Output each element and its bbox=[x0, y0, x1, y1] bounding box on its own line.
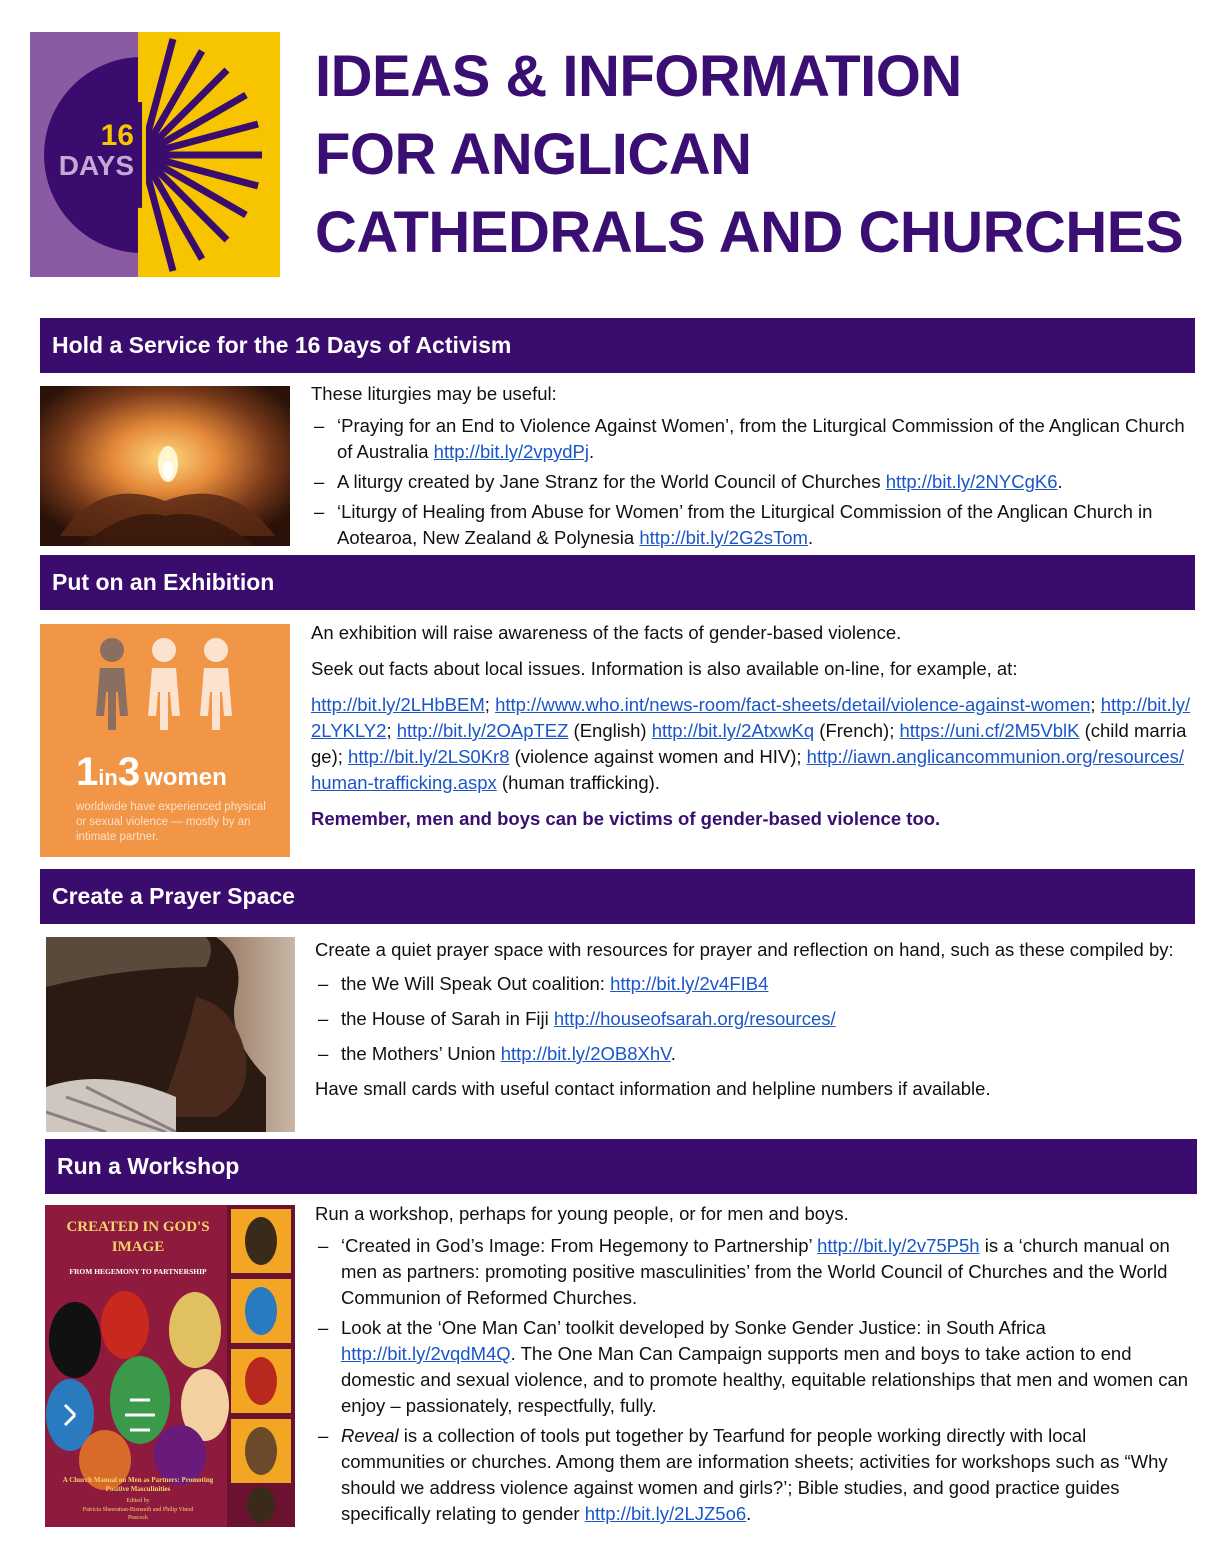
one-in-three-infographic bbox=[40, 624, 290, 857]
list-item-text: the Mothers’ Union bbox=[341, 1043, 501, 1064]
workshop-link-reveal[interactable]: http://bit.ly/2LJZ5o6 bbox=[584, 1503, 747, 1524]
book-tagline: A Church Manual on Men as Partners: Promoting Positive Masculinities bbox=[62, 1476, 214, 1493]
fact-link-3[interactable]: http://bit.ly/2LYKLY2 bbox=[311, 694, 1191, 741]
list-item bbox=[315, 1315, 1195, 1419]
list-item-text: Look at the ‘One Man Can’ toolkit developed by Sonke Gender Justice: in South Africa bbox=[341, 1317, 1046, 1338]
list-item bbox=[311, 499, 1191, 551]
list-item-emphasis: Reveal bbox=[341, 1425, 399, 1446]
resource-link-mothers-union[interactable]: http://bit.ly/2OB8XhV bbox=[500, 1043, 671, 1064]
title-line-2: FOR ANGLICAN bbox=[315, 122, 752, 187]
link-label: (violence against women and HIV); bbox=[509, 746, 807, 767]
list-item bbox=[315, 971, 1195, 997]
resource-link-wwso[interactable]: http://bit.ly/2v4FIB4 bbox=[610, 973, 769, 994]
fact-link-child-marriage[interactable]: https://uni.cf/2M5VblK bbox=[899, 720, 1080, 741]
list-item bbox=[315, 1006, 1195, 1032]
link-label: (English) bbox=[568, 720, 652, 741]
list-item-text: the We Will Speak Out coalition: bbox=[341, 973, 611, 994]
fact-link-french[interactable]: http://bit.ly/2AtxwKq bbox=[651, 720, 815, 741]
list-item-text: A liturgy created by Jane Stranz for the World Council of Churches bbox=[337, 471, 886, 492]
list-item-text: is a collection of tools put together by Tearfund for people working directly with local communities or churches. Among them are information sheets; activities for workshops such as “Why should we address violence against women and girls?’; Bible studies, and good practice guides specifically relating to gender bbox=[341, 1425, 1168, 1524]
logo-word: DAYS bbox=[58, 150, 134, 181]
link-label: (French); bbox=[814, 720, 900, 741]
list-item bbox=[315, 1233, 1195, 1311]
list-item-punct: . bbox=[746, 1503, 752, 1524]
list-item-punct: . bbox=[807, 527, 814, 548]
woman-figure-icon bbox=[96, 638, 128, 730]
workshop-intro: Run a workshop, perhaps for young people, or for men and boys. bbox=[315, 1203, 849, 1224]
prayer-outro: Have small cards with useful contact information and helpline numbers if available. bbox=[315, 1078, 991, 1099]
link-label: (human trafficking). bbox=[496, 772, 660, 793]
liturgy-link-aotearoa[interactable]: http://bit.ly/2G2sTom bbox=[639, 527, 808, 548]
section-heading-prayer-label: Create a Prayer Space bbox=[52, 883, 295, 909]
book-subtitle: FROM HEGEMONY TO PARTNERSHIP bbox=[69, 1267, 207, 1276]
list-item-text: is a ‘church manual on men as partners: promoting positive masculinities’ from the World Council of Churches and the World Communion of Reformed Churches. bbox=[341, 1235, 1170, 1308]
section-heading-service bbox=[40, 318, 1195, 373]
section-heading-workshop bbox=[45, 1139, 1197, 1194]
section-heading-exhibition bbox=[40, 555, 1195, 610]
title-line-3: CATHEDRALS AND CHURCHES bbox=[315, 200, 1184, 265]
service-intro: These liturgies may be useful: bbox=[311, 383, 557, 404]
section-heading-prayer bbox=[40, 869, 1195, 924]
exhibition-content bbox=[311, 620, 1191, 838]
service-liturgy-list bbox=[311, 413, 1191, 551]
section-heading-workshop-label: Run a Workshop bbox=[57, 1153, 240, 1179]
list-item bbox=[315, 1041, 1195, 1067]
fact-link-hiv[interactable]: http://bit.ly/2LS0Kr8 bbox=[348, 746, 510, 767]
list-item-text: the House of Sarah in Fiji bbox=[341, 1008, 554, 1029]
exhibition-p1: An exhibition will raise awareness of the facts of gender-based violence. bbox=[311, 622, 902, 643]
stat-caption: worldwide have experienced physical or sexual violence — mostly by an intimate partner. bbox=[76, 801, 266, 843]
list-item-text: ‘Liturgy of Healing from Abuse for Women’ from the Liturgical Commission of the Anglican Church in Aotearoa, New Zealand & Polynesia bbox=[337, 501, 1153, 548]
stat-women: women bbox=[144, 764, 227, 791]
woman-figure-icon bbox=[148, 638, 180, 730]
workshop-resource-list bbox=[315, 1233, 1195, 1527]
list-item-text: ‘Praying for an End to Violence Against Women’, from the Liturgical Commission of the Anglican Church of Australia bbox=[337, 415, 1185, 462]
prayer-resource-list bbox=[315, 971, 1195, 1067]
section-heading-service-label: Hold a Service for the 16 Days of Activism bbox=[52, 332, 512, 358]
link-label: (child marriage); bbox=[311, 720, 1187, 767]
stat-headline bbox=[76, 750, 227, 795]
exhibition-note: Remember, men and boys can be victims of gender-based violence too. bbox=[311, 808, 941, 829]
prayer-content bbox=[315, 937, 1195, 1108]
logo-number: 16 bbox=[100, 119, 134, 152]
book-editors: Patricia Sheerattan-Bisnauth and Philip Vinod Peacock bbox=[82, 1507, 194, 1521]
woman-figure-icon bbox=[200, 638, 232, 730]
sixteen-days-logo bbox=[30, 32, 280, 277]
list-item-punct: . bbox=[670, 1043, 676, 1064]
fact-link-english[interactable]: http://bit.ly/2OApTEZ bbox=[396, 720, 569, 741]
section-heading-exhibition-label: Put on an Exhibition bbox=[52, 569, 275, 595]
prayer-intro: Create a quiet prayer space with resources for prayer and reflection on hand, such as these compiled by: bbox=[315, 939, 1174, 960]
liturgy-link-wcc[interactable]: http://bit.ly/2NYCgK6 bbox=[885, 471, 1058, 492]
list-item-text: ‘Created in God’s Image: From Hegemony to Partnership’ bbox=[341, 1235, 818, 1256]
list-item bbox=[311, 469, 1191, 495]
list-item-text: . The One Man Can Campaign supports men and boys to take action to end domestic and sexual violence, and to promote healthy, equitable relationships that men and women can enjoy – passionately, respectfully, fully. bbox=[341, 1343, 1189, 1416]
workshop-link-one-man-can[interactable]: http://bit.ly/2vqdM4Q bbox=[341, 1343, 511, 1364]
praying-woman-photo bbox=[46, 937, 295, 1132]
stat-three: 3 bbox=[117, 750, 141, 794]
fact-link-trafficking[interactable]: http://iawn.anglicancommunion.org/resources/human-trafficking.aspx bbox=[311, 746, 1185, 793]
fact-link-who[interactable]: http://www.who.int/news-room/fact-sheets/detail/violence-against-women bbox=[495, 694, 1091, 715]
book-title: CREATED IN GOD'S IMAGE bbox=[66, 1219, 210, 1255]
book-cover-created-in-gods-image bbox=[45, 1205, 295, 1527]
exhibition-p2: Seek out facts about local issues. Information is also available on-line, for example, at: bbox=[311, 658, 1018, 679]
workshop-link-gods-image[interactable]: http://bit.ly/2v75P5h bbox=[817, 1235, 980, 1256]
fact-link-1[interactable]: http://bit.ly/2LHbBEM bbox=[311, 694, 485, 715]
liturgy-link-australia[interactable]: http://bit.ly/2vpydPj bbox=[433, 441, 589, 462]
workshop-content bbox=[315, 1201, 1195, 1531]
list-item-punct: . bbox=[1057, 471, 1063, 492]
stat-one: 1 bbox=[76, 750, 99, 794]
link-separator: ; bbox=[484, 694, 496, 715]
link-separator: ; bbox=[1090, 694, 1101, 715]
page-title bbox=[315, 38, 1205, 272]
service-content bbox=[311, 381, 1191, 555]
resource-link-house-of-sarah[interactable]: http://houseofsarah.org/resources/ bbox=[553, 1008, 836, 1029]
candle-hands-photo bbox=[40, 386, 290, 546]
stat-in: in bbox=[98, 765, 118, 790]
exhibition-links bbox=[311, 692, 1191, 796]
list-item-punct: . bbox=[588, 441, 595, 462]
link-separator: ; bbox=[386, 720, 397, 741]
list-item bbox=[315, 1423, 1195, 1527]
book-edited-by: Edited by bbox=[126, 1498, 150, 1504]
list-item bbox=[311, 413, 1191, 465]
title-line-1: IDEAS & INFORMATION bbox=[315, 44, 962, 109]
